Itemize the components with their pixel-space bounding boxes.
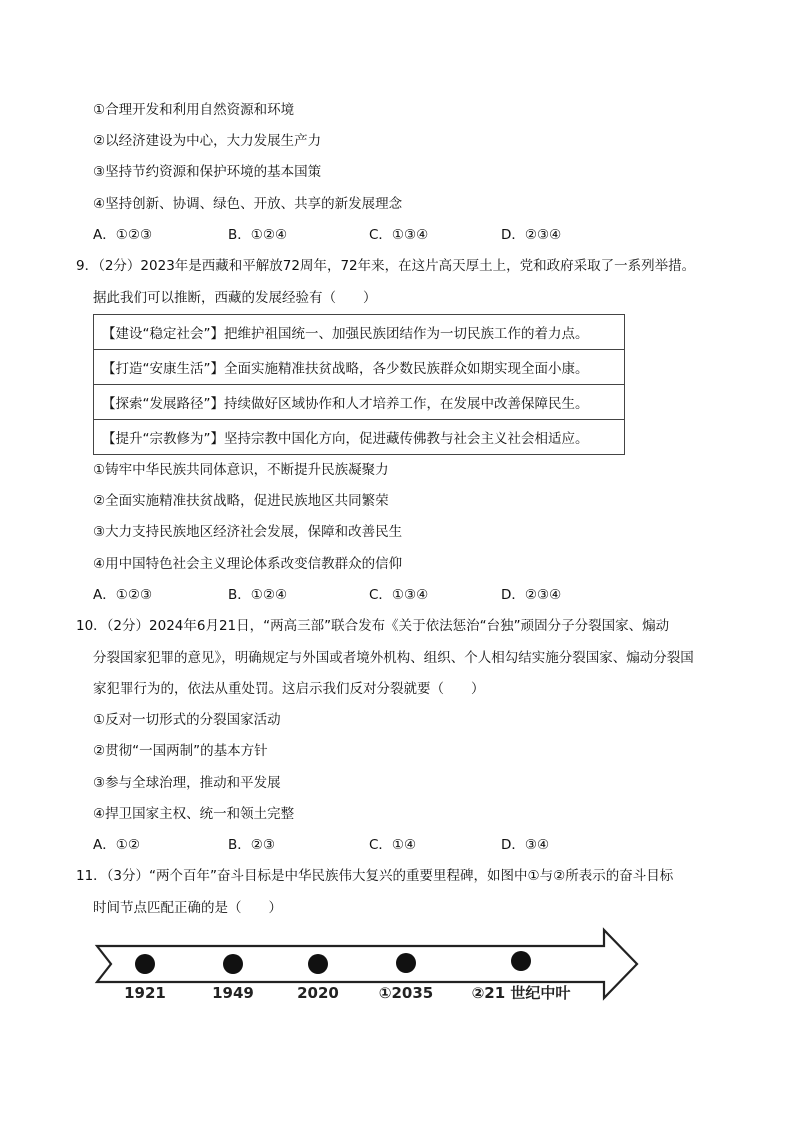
timeline-dot-1949 [223, 954, 243, 974]
q9-option-a[interactable]: A．①②③ [93, 587, 153, 603]
q8-options [93, 225, 653, 245]
timeline-figure [93, 924, 643, 1008]
timeline-dot-1921 [135, 954, 155, 974]
q10-option-a[interactable]: A．①② [93, 837, 140, 853]
q11-stem-line-2: 时间节点匹配正确的是（ ） [93, 900, 282, 916]
q10-option-b[interactable]: B．②③ [228, 837, 275, 853]
q10-item-1: ①反对一切形式的分裂国家活动 [93, 712, 281, 728]
timeline-dot-2035 [396, 953, 416, 973]
q9-table-row-2: 【打造“安康生活”】全面实施精准扶贫战略，各少数民族群众如期实现全面小康。 [94, 350, 625, 385]
q10-item-2: ②贯彻“一国两制”的基本方针 [93, 743, 268, 759]
q10-stem-line-1: 10．（2分）2024年6月21日，“两高三部”联合发布《关于依法惩治“台独”顽固分子分裂国家、煽动 [76, 618, 670, 634]
q9-stem-line-2: 据此我们可以推断，西藏的发展经验有（ ） [93, 290, 377, 306]
q10-item-4: ④捍卫国家主权、统一和领土完整 [93, 806, 295, 822]
q10-stem-line-3: 家犯罪行为的，依法从重处罚。这启示我们反对分裂就要（ ） [93, 681, 485, 697]
q8-item-2: ②以经济建设为中心，大力发展生产力 [93, 133, 322, 149]
q10-item-3: ③参与全球治理，推动和平发展 [93, 775, 281, 791]
q9-option-d[interactable]: D．②③④ [501, 587, 562, 603]
timeline-label-1949: 1949 [212, 984, 254, 1002]
q10-options [93, 835, 653, 855]
q8-item-1: ①合理开发和利用自然资源和环境 [93, 102, 295, 118]
timeline-dot-mid-century [511, 951, 531, 971]
q10-option-d[interactable]: D．③④ [501, 837, 550, 853]
q9-item-2: ②全面实施精准扶贫战略，促进民族地区共同繁荣 [93, 493, 389, 509]
q8-option-a[interactable]: A．①②③ [93, 227, 153, 243]
q8-item-4: ④坚持创新、协调、绿色、开放、共享的新发展理念 [93, 196, 403, 212]
q9-table-row-1: 【建设“稳定社会”】把维护祖国统一、加强民族团结作为一切民族工作的着力点。 [94, 315, 625, 350]
timeline-label-2020: 2020 [297, 984, 339, 1002]
q9-option-b[interactable]: B．①②④ [228, 587, 288, 603]
timeline-label-2035: ①2035 [378, 984, 434, 1002]
timeline-label-1921: 1921 [124, 984, 166, 1002]
q9-item-1: ①铸牢中华民族共同体意识，不断提升民族凝聚力 [93, 462, 389, 478]
q8-option-d[interactable]: D．②③④ [501, 227, 562, 243]
q11-stem-line-1: 11．（3分）“两个百年”奋斗目标是中华民族伟大复兴的重要里程碑，如图中①与②所表示的奋斗目标 [76, 868, 674, 884]
q9-item-3: ③大力支持民族地区经济社会发展，保障和改善民生 [93, 524, 403, 540]
q9-table-row-3: 【探索“发展路径”】持续做好区域协作和人才培养工作，在发展中改善保障民生。 [94, 385, 625, 420]
q10-stem-line-2: 分裂国家犯罪的意见》，明确规定与外国或者境外机构、组织、个人相勾结实施分裂国家、煽动分裂国 [93, 650, 694, 666]
q9-table-row-4: 【提升“宗教修为”】坚持宗教中国化方向，促进藏传佛教与社会主义社会相适应。 [94, 420, 625, 455]
timeline-label-mid-century: ②21 世纪中叶 [471, 984, 571, 1002]
q8-option-c[interactable]: C．①③④ [369, 227, 429, 243]
q9-info-table [93, 314, 625, 455]
q9-option-c[interactable]: C．①③④ [369, 587, 429, 603]
timeline-dot-2020 [308, 954, 328, 974]
q9-stem-line-1: 9．（2分）2023年是西藏和平解放72周年，72年来，在这片高天厚土上，党和政府采取了一系列举措。 [76, 258, 696, 274]
q8-item-3: ③坚持节约资源和保护环境的基本国策 [93, 164, 322, 180]
q10-option-c[interactable]: C．①④ [369, 837, 417, 853]
q9-options [93, 585, 653, 605]
q8-option-b[interactable]: B．①②④ [228, 227, 288, 243]
q9-item-4: ④用中国特色社会主义理论体系改变信教群众的信仰 [93, 556, 403, 572]
